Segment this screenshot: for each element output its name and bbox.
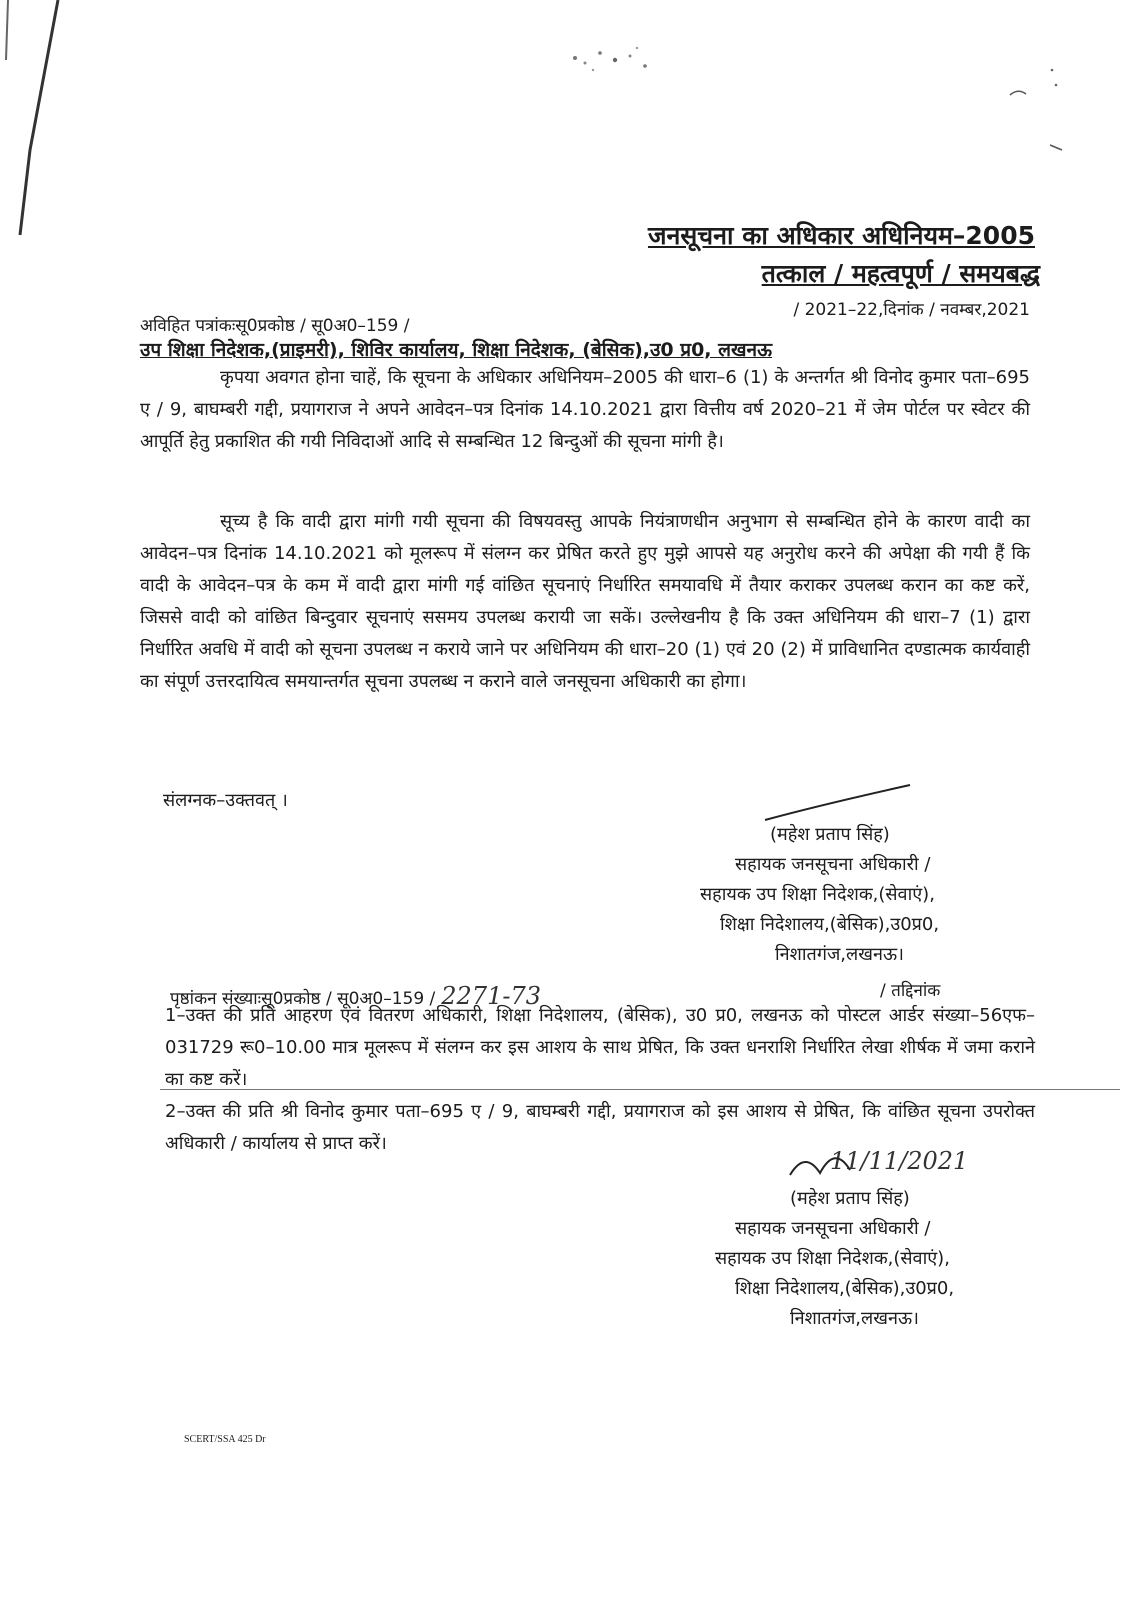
copy-item-2: 2–उक्त की प्रति श्री विनोद कुमार पता–695 ए / 9, बाघम्बरी गद्दी, प्रयागराज को इस आशय से प्रेषित, कि वांछित सूचना उपरोक्त अधिकारी / कार्यालय से प्राप्त करें। xyxy=(165,1101,1035,1154)
body-paragraph-2: सूच्य है कि वादी द्वारा मांगी गयी सूचना की विषयवस्तु आपके नियंत्राणधीन अनुभाग से सम्बन्धित होने के कारण वादी का आवेदन–पत्र दिनांक 14.10.2021 को मूलरूप में संलग्न कर प्रेषित करते हुए मुझे आपसे यह अनुरोध करने की अपेक्षा की गयी हैं कि वादी के आवेदन–पत्र के कम में वादी द्वारा मांगी गई वांछित सूचनाएं निर्धारित समयावधि में तैयार कराकर उपलब्ध करान का कष्ट करें, जिससे वादी को वांछित बिन्दुवार सूचनाएं ससमय उपलब्ध करायी जा सकें। उल्लेखनीय है कि उक्त अधिनियम की धारा–7 (1) द्वारा निर्धारित अवधि में वादी को सूचना उपलब्ध न कराये जाने पर अधिनियम की धारा–20 (1) एवं 20 (2) में प्राविधानित दण्डात्मक कार्यवाही का संपूर्ण उत्तरदायित्व समयान्तर्गत सूचना उपलब्ध न कराने वाले जनसूचना अधिकारी का होगा। xyxy=(140,511,1030,692)
copy-item-1: 1–उक्त की प्रति आहरण एवं वितरण अधिकारी, शिक्षा निदेशालय, (बेसिक), उ0 प्र0, लखनऊ को पोस्टल आर्डर संख्या–56एफ–031729 रू0–10.00 मात्र मूलरूप में संलग्न कर इस आशय के साथ प्रेषित, कि उक्त धनराशि निर्धारित लेखा शीर्षक में जमा कराने का कष्ट करें। xyxy=(165,1005,1035,1090)
signature-block-2 xyxy=(700,1184,954,1334)
act-title: जनसूचना का अधिकार अधिनियम–2005 xyxy=(647,221,1035,250)
enclosure-note: संलग्नक–उक्तवत् । xyxy=(163,790,288,811)
signatory-designation: सहायक जनसूचना अधिकारी / xyxy=(735,854,931,875)
signatory-office: शिक्षा निदेशालय,(बेसिक),उ0प्र0, xyxy=(720,914,940,935)
ink-smudge xyxy=(555,38,665,83)
form-code: SCERT/SSA 425 Dr xyxy=(184,1434,266,1445)
signatory-designation-2: सहायक उप शिक्षा निदेशक,(सेवाएं), xyxy=(700,884,935,905)
scan-marks xyxy=(990,50,1090,170)
letter-date: / 2021–22,दिनांक / नवम्बर,2021 xyxy=(793,300,1030,320)
signatory-office-2: शिक्षा निदेशालय,(बेसिक),उ0प्र0, xyxy=(735,1278,955,1299)
handwritten-dispatch-number: 2271-73 xyxy=(441,982,542,1010)
letter-number: अविहित पत्रांकःसू0प्रकोष्ठ / सू0अ0–159 / xyxy=(140,316,410,336)
handwritten-date: 11/11/2021 xyxy=(830,1147,969,1175)
body-paragraph-1: कृपया अवगत होना चाहें, कि सूचना के अधिकार अधिनियम–2005 की धारा–6 (1) के अन्तर्गत श्री विनोद कुमार पता–695 ए / 9, बाघम्बरी गद्दी, प्रयागराज ने अपने आवेदन–पत्र दिनांक 14.10.2021 द्वारा वित्तीय वर्ष 2020–21 में जेम पोर्टल पर स्वेटर की आपूर्ति हेतु प्रकाशित की गयी निविदाओं आदि से सम्बन्धित 12 बिन्दुओं की सूचना मांगी है। xyxy=(140,367,1030,452)
signatory-designation-4: सहायक उप शिक्षा निदेशक,(सेवाएं), xyxy=(715,1248,950,1269)
signatory-place: निशातगंज,लखनऊ। xyxy=(775,944,904,965)
signatory-name-2: (महेश प्रताप सिंह) xyxy=(790,1188,910,1209)
endorsement-number-text: पृष्ठांकन संख्याःसू0प्रकोष्ठ / सू0अ0–159 / xyxy=(170,989,436,1009)
signatory-name: (महेश प्रताप सिंह) xyxy=(770,824,890,845)
signatory-place-2: निशातगंज,लखनऊ। xyxy=(790,1308,919,1329)
urgency-label: तत्काल / महत्वपूर्ण / समयबद्ध xyxy=(761,259,1040,288)
addressee: उप शिक्षा निदेशक,(प्राइमरी), शिविर कार्यालय, शिक्षा निदेशक, (बेसिक),उ0 प्र0, लखनऊ xyxy=(140,339,773,361)
endorsement-date: / तद्दिनांक xyxy=(880,981,941,1001)
signatory-designation-3: सहायक जनसूचना अधिकारी / xyxy=(735,1218,931,1239)
signature-block xyxy=(695,820,939,970)
scan-edge-mark xyxy=(0,0,60,260)
